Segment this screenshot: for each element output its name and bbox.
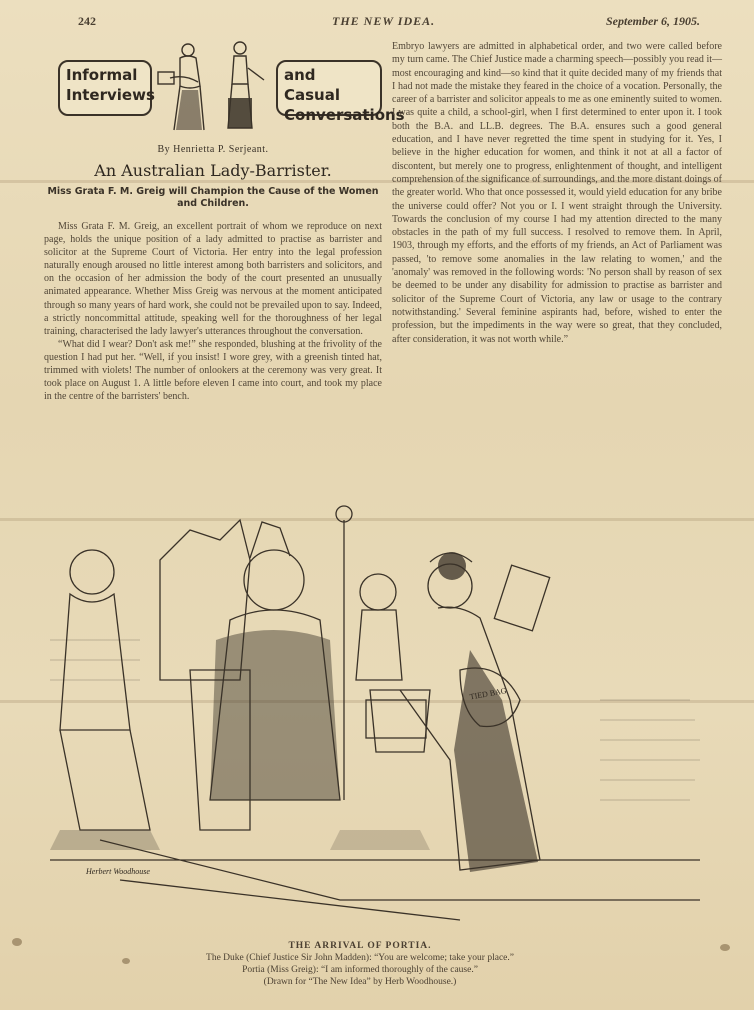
right-column	[392, 40, 722, 346]
banner-figures-illustration	[140, 38, 280, 138]
article-body-left	[44, 220, 382, 403]
article-subtitle: Miss Grata F. M. Greig will Champion the Cause of the Women and Children.	[47, 186, 379, 209]
portia-cartoon-illustration	[40, 500, 720, 940]
article-title: An Australian Lady-Barrister.	[94, 161, 332, 180]
parcel-label: TIED BAG	[469, 686, 508, 702]
article-paragraph: Embryo lawyers are admitted in alphabetical order, and two were called before my turn came. The Chief Justice made a charming speech—possibly you read it—most encouraging and kind—so kind that it quite decided many of my friends that I had not made the mistake they feared in the choice of a vocation. Personally, the career of a barrister and solicitor appeals to me as one eminently suited to women. I was quite a child, a school-girl, when I first determined to enter upon it. I took both the B.A. and LL.B. degrees. The B.A. ensures such a good general education, and I have never regretted the time spent in studying for it. Yes, I believe in the higher education for women, and think it not at all a factor of discontent, but merely one to progress, enlightenment of thought, and intelligent comprehension of the significance of surroundings, and the more distant doings of the greater world. Who that once possessed it, would yield education for any bribe the universe could offer? Not you or I. I went straight through the University. Towards the conclusion of my course I had my attention directed to the many obstacles in the path of my full success. I resolved to remove them. In April, 1903, through my efforts, and the efforts of my friends, an Act of Parliament was passed, 'to remove some anomalies in the law relating to women,' and the 'anomaly' was removed in the following words: 'No person shall by reason of sex be deemed to be under any disability for admission to practise as barrister and solicitor of the Supreme Court of Victoria, any law or usage to the contrary notwithstanding.' Several feminine aspirants had, before, wished to enter the profession, but the impediments in the way were so great, that they concluded, after consideration, it was not worth while.”	[392, 41, 722, 345]
article-body-right	[392, 40, 722, 346]
magazine-name: THE NEW IDEA.	[332, 14, 436, 28]
byline: By Henrietta P. Serjeant.	[157, 144, 269, 155]
illustration-caption	[120, 940, 600, 988]
banner-left-label: Informal Interviews	[58, 60, 152, 116]
column-banner	[44, 38, 405, 138]
artist-signature: Herbert Woodhouse	[86, 867, 150, 876]
caption-credit: (Drawn for “The New Idea” by Herb Woodhouse.)	[263, 977, 457, 987]
ink-stain	[12, 938, 22, 946]
caption-line: Portia (Miss Greig): “I am informed thoroughly of the cause.”	[242, 965, 478, 975]
caption-title: THE ARRIVAL OF PORTIA.	[288, 941, 432, 951]
ink-stain	[720, 944, 730, 951]
issue-date: September 6, 1905.	[606, 14, 700, 28]
left-column	[44, 38, 405, 403]
page-header	[70, 12, 700, 34]
caption-line: The Duke (Chief Justice Sir John Madden): “You are welcome; take your place.”	[206, 953, 514, 963]
page-number: 242	[78, 14, 96, 28]
article-paragraph: Miss Grata F. M. Greig, an excellent portrait of whom we reproduce on next page, holds the unique position of a lady admitted to practise as barrister and solicitor at the Supreme Court of Victoria. Her entry into the legal profession naturally enough aroused no little interest among both barristers and solicitors, and on the occasion of her admission the body of the court presented an unusually animated appearance. Whether Miss Greig was nervous at the moment anticipated through so many years of hard work, she could not be prevailed upon to say. Indeed, a strictly noncommittal attitude, speaking well for the thoroughness of her legal training, characterised the lady lawyer's utterances throughout the conversation.	[44, 221, 382, 337]
banner-right-label: and Casual Conversations	[276, 60, 382, 116]
article-paragraph: “What did I wear? Don't ask me!” she responded, blushing at the frivolity of the question I had put her. “Well, if you insist! I wore grey, with a greenish tinted hat, trimmed with violets! The number of onlookers at the ceremony was very great. It took place on August 1. A little before eleven I came into court, and took my place in the centre of the barristers' bench.	[44, 338, 382, 403]
ink-stain	[122, 958, 130, 964]
